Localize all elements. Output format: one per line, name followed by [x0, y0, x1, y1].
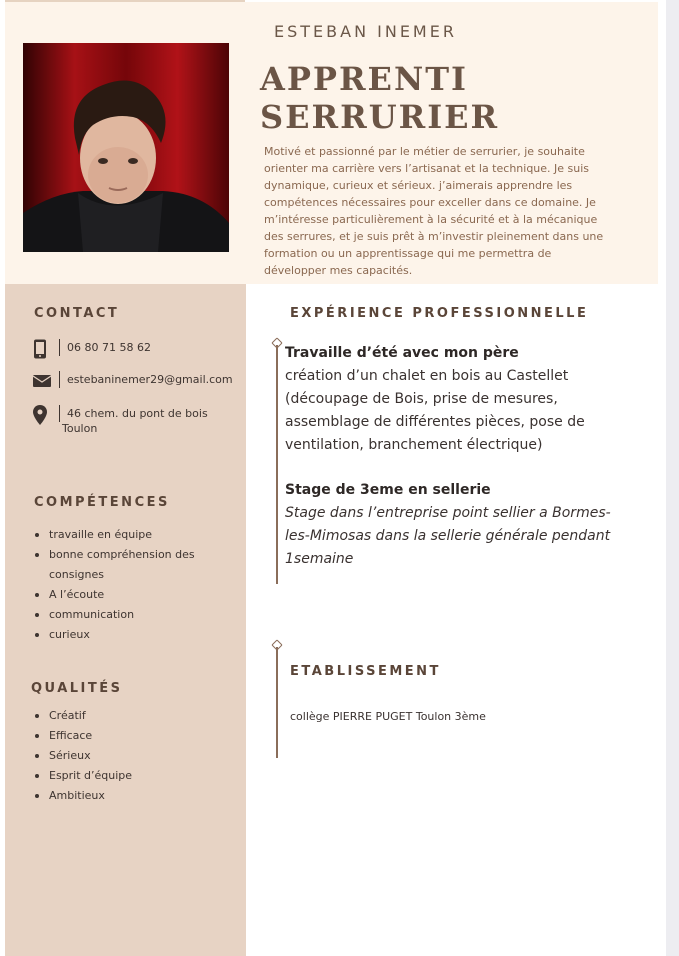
list-item: communication — [35, 605, 215, 625]
skills-list — [35, 525, 215, 645]
experience-description: Stage dans l’entreprise point sellier a Bormes-les-Mimosas dans la sellerie générale pendant 1semaine — [285, 505, 611, 567]
list-item: curieux — [35, 625, 215, 645]
experience-heading: EXPÉRIENCE PROFESSIONNELLE — [290, 306, 589, 321]
school-name: collège PIERRE PUGET Toulon 3ème — [290, 710, 486, 723]
contact-email — [33, 371, 233, 391]
experience-title: Stage de 3eme en sellerie — [285, 482, 491, 498]
job-title — [260, 60, 620, 136]
experience-item — [285, 479, 630, 571]
list-item: travaille en équipe — [35, 525, 215, 545]
job-title-line1: APPRENTI — [260, 60, 468, 98]
candidate-name: ESTEBAN INEMER — [274, 22, 457, 41]
list-item: Esprit d’équipe — [35, 766, 215, 786]
contact-address — [33, 405, 208, 436]
qualities-heading: QUALITÉS — [31, 681, 123, 696]
experience-description: création d’un chalet en bois au Castellet (découpage de Bois, prise de mesures, assemblage de différentes pièces, pose de ventilation, branchement électrique) — [285, 368, 585, 453]
contact-heading: CONTACT — [34, 306, 120, 321]
job-title-line2: SERRURIER — [260, 98, 500, 136]
location-pin-icon — [33, 405, 55, 425]
profile-summary: Motivé et passionné par le métier de serrurier, je souhaite orienter ma carrière vers l’artisanat et la technique. Je suis dynamique, curieux et sérieux. j’aimerais apprendre les compétences nécessaires pour exceller dans ce domaine. Je m’intéresse particulièrement à la sécurité et à la mécanique des serrures, et je suis prêt à m’investir pleinement dans une formation ou un apprentissage qui me permettra de développer mes capacités. — [264, 145, 604, 277]
phone-icon — [33, 339, 55, 359]
email-address[interactable]: estebaninemer29@gmail.com — [67, 373, 233, 386]
separator-line — [59, 405, 60, 422]
education-heading: ETABLISSEMENT — [290, 664, 441, 679]
timeline-line — [276, 647, 278, 758]
separator-line — [59, 339, 60, 356]
contact-phone — [33, 339, 151, 359]
list-item: Sérieux — [35, 746, 215, 766]
separator-line — [59, 371, 60, 388]
list-item: Créatif — [35, 706, 215, 726]
timeline-line — [276, 345, 278, 584]
phone-number[interactable]: 06 80 71 58 62 — [67, 341, 151, 354]
page-edge — [666, 0, 679, 956]
address — [62, 405, 208, 436]
skills-heading: COMPÉTENCES — [34, 495, 170, 510]
envelope-icon — [33, 371, 55, 391]
qualities-list — [35, 706, 215, 806]
list-item: Ambitieux — [35, 786, 215, 806]
experience-item — [285, 342, 630, 457]
address-street: 46 chem. du pont de bois — [67, 407, 208, 420]
experience-title: Travaille d’été avec mon père — [285, 345, 519, 361]
list-item: bonne compréhension des consignes — [35, 545, 215, 585]
profile-photo — [23, 43, 229, 252]
list-item: A l’écoute — [35, 585, 215, 605]
list-item: Efficace — [35, 726, 215, 746]
address-city: Toulon — [62, 422, 98, 435]
